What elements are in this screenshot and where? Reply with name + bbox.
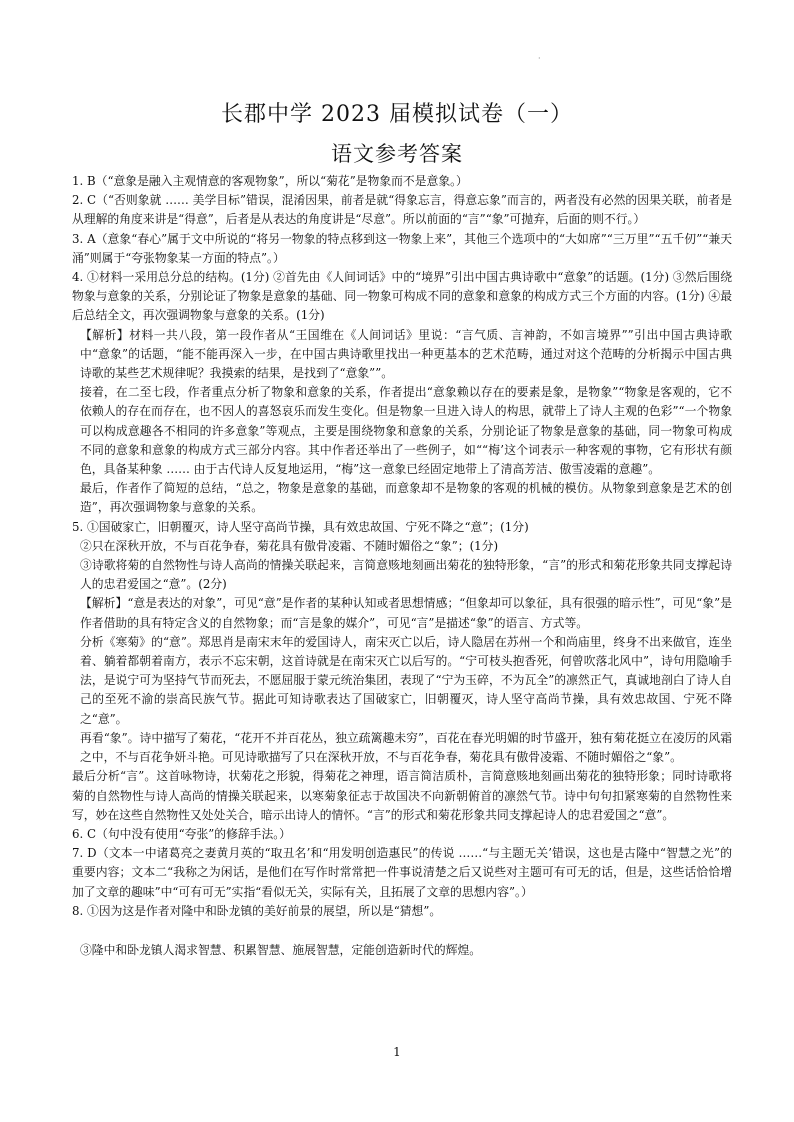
exam-subtitle: 语文参考答案 bbox=[331, 142, 463, 166]
scan-dot: · bbox=[538, 54, 541, 63]
answer-8-point-3: ③隆中和卧龙镇人渴求智慧、积累智慧、施展智慧，定能创造新时代的辉煌。 bbox=[80, 942, 482, 957]
answer-4: 4. ①材料一采用总分总的结构。(1分) ②首先由《人间词话》中的“境界”引出中国古典诗歌中“意象”的话题。(1分) ③然后围绕物象与意象的关系，分别论证了物象是意象的基础、同一物象可构成不同的意象和意象的构成方式三个方面的内容。(1分) ④最后总结全文，再次强调物象与意象的关系。(1分) bbox=[72, 270, 732, 323]
exam-title: 长郡中学 2023 届模拟试卷（一） bbox=[221, 102, 573, 127]
answer-5-point-2: ②只在深秋开放，不与百花争春，菊花具有傲骨凌霜、不随时媚俗之“象”；(1分) bbox=[80, 538, 499, 553]
analysis-4b: 接着，在二至七段，作者重点分析了物象和意象的关系，作者提出“意象赖以存在的要素是象，是物象”“物象是客观的，它不依赖人的存在而存在，也不因人的喜怒哀乐而发生变化。但是物象一旦进入诗人的构思，就带上了诗人主观的色彩”“一个物象可以构成意趣各不相同的许多意象”等观点，主要是围绕物象和意象的关系，分别论证了物象是意象的基础，同一物象可构成不同的意象和意象的构成方式三部分内容。其中作者还举出了一些例子，如““梅’这个词表示一种客观的事物，它有形状有颜色，具备某种象 …… 由于古代诗人反复地运用，“梅”这一意象已经固定地带上了清高芳洁、傲雪凌霜的意趣”。 bbox=[80, 385, 732, 477]
answer-6: 6. C（句中没有使用“夸张”的修辞手法。） bbox=[72, 826, 291, 841]
answer-body bbox=[72, 172, 732, 960]
answer-8-point-1: 8. ①因为这是作者对隆中和卧龙镇的美好前景的展望，所以是“猜想”。 bbox=[72, 903, 442, 918]
answer-5-point-1: 5. ①国破家亡，旧朝覆灭，诗人坚守高尚节操，具有效忠故国、宁死不降之“意”；(1分) bbox=[72, 519, 529, 534]
analysis-5c: 再看“象”。诗中描写了菊花，“花开不并百花丛，独立疏篱趣未穷”，百花在春光明媚的时节盛开，独有菊花挺立在凌厉的风霜之中，不与百花争妍斗艳。可见诗歌描写了只在深秋开放，不与百花争春，菊花具有傲骨凌霜、不随时媚俗之“象”。 bbox=[80, 730, 732, 765]
answer-7: 7. D（文本一中诸葛亮之妻黄月英的“取丑名’和“用发明创造惠民”的传说 ……“与主题无关’错误，这也是古隆中“智慧之光”的重要内容；文本二“我称之为闲话，是他们在写作时常常把一件事说清楚之后又说些对主题可有可无的话，但是，这些话恰恰增加了文章的趣味”中“可有可无”实指“看似无关，实际有关，且拓展了文章的思想内容”。） bbox=[72, 846, 732, 899]
analysis-5a: 【解析】“意是表达的对象”，可见“意”是作者的某种认知或者思想情感；“但象却可以象征，具有很强的暗示性”，可见“象”是作者借助的具有特定含义的自然物象；而“言是象的媒介”，可见“言”是描述“象”的语言、方式等。 bbox=[80, 596, 732, 630]
page-number: 1 bbox=[393, 1045, 401, 1059]
answer-5-point-3: ③诗歌将菊的自然物性与诗人高尚的情操关联起来，言简意赅地刻画出菊花的独特形象，“言”的形式和菊花形象共同支撑起诗人的忠君爱国之“意”。(2分) bbox=[80, 558, 732, 592]
analysis-4c: 最后，作者作了简短的总结，“总之，物象是意象的基础，而意象却不是物象的客观的机械的模仿。从物象到意象是艺术的创造”，再次强调物象与意象的关系。 bbox=[80, 481, 732, 515]
analysis-5d: 最后分析“言”。这首咏物诗，状菊花之形貌，得菊花之神理，语言简洁质朴，言简意赅地刻画出菊花的独特形象；同时诗歌将菊的自然物性与诗人高尚的情操关联起来，以寒菊象征志于故国决不向新朝俯首的凛然气节。诗中句句扣紧寒菊的自然物性来写，妙在这些自然物性又处处关合，暗示出诗人的情怀。“言”的形式和菊花形象共同支撑起诗人的忠君爱国之“意”。 bbox=[72, 769, 732, 822]
answer-1: 1. B（“意象是融入主观情意的客观物象”，所以“菊花”是物象而不是意象。） bbox=[72, 174, 468, 188]
answer-3: 3. A（意象“春心”属于文中所说的“将另一物象的特点移到这一物象上来”，其他三个选项中的“大如席”“三万里”“五千仞”“兼天涌”则属于“夸张物象某一方面的特点”。） bbox=[72, 231, 732, 265]
analysis-4a: 【解析】材料一共八段，第一段作者从“王国维在《人间词话》里说：“言气质、言神韵，不如言境界””引出中国古典诗歌中“意象”的话题，“能不能再深入一步，在中国古典诗歌里找出一种更基本的艺术范畴，通过对这个范畴的分析揭示中国古典诗歌的某些艺术规律呢？我摸索的结果，是找到了“意象””。 bbox=[80, 327, 732, 381]
analysis-5b: 分析《寒菊》的“意”。郑思肖是南宋末年的爱国诗人，南宋灭亡以后，诗人隐居在苏州一个和尚庙里，终身不出来做官，连坐着、躺着都朝着南方，表示不忘宋朝，这首诗就是在南宋灭亡以后写的。“宁可枝头抱香死，何曾吹落北风中”，诗句用隐喻手法，是说宁可为坚持气节而死去，不愿屈服于蒙元统治集团，表现了“宁为玉碎，不为瓦全”的凛然正气，真诚地剖白了诗人自己的至死不渝的崇高民族气节。据此可知诗歌表达了国破家亡，旧朝覆灭，诗人坚守高尚节操，具有效忠故国、宁死不降之“意”。 bbox=[80, 634, 732, 726]
answer-2: 2. C（“否则象就 …… 美学目标”错误，混淆因果，前者是就“得象忘言，得意忘象”而言的，两者没有必然的因果关联，前者是从理解的角度来讲是“得意”，后者是从表达的角度讲是“尽意”。所以前面的“言”“象”可抛弃，后面的则不行。） bbox=[72, 193, 732, 227]
